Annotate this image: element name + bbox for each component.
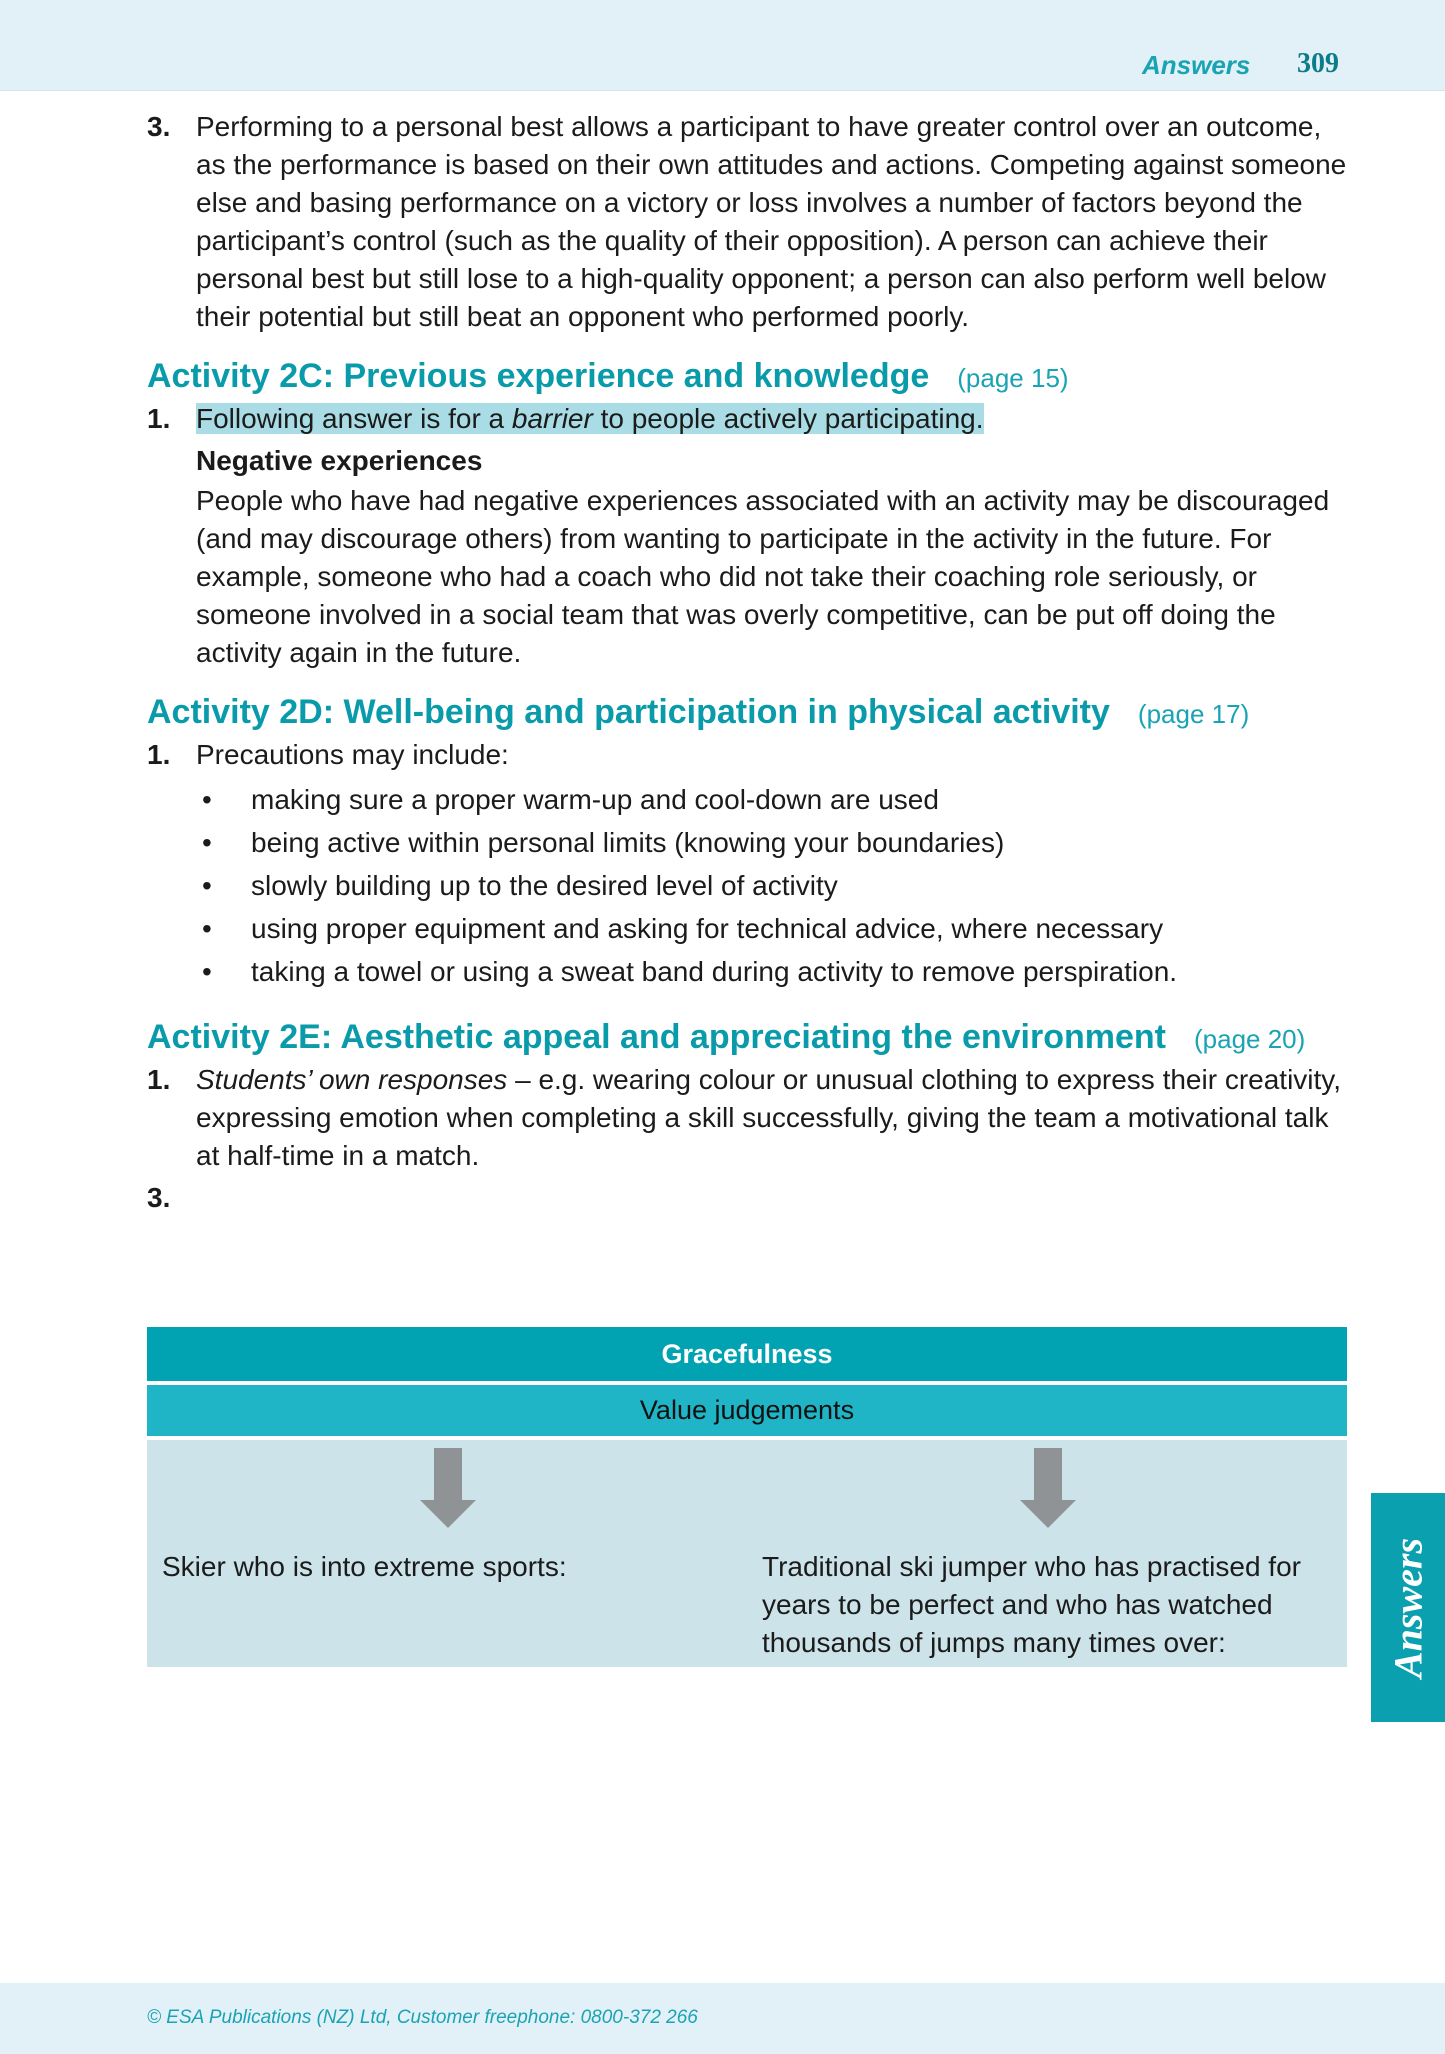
bullet-icon: • [202,784,212,815]
emphasis: barrier [511,403,593,434]
item-text: – e.g. wearing colour or unusual clothing to express their creativity, expressing emotion when completing a skill successfully, giving the team a motivational talk at half-time in a match. [196,1064,1341,1171]
page-ref: (page 17) [1137,699,1250,729]
item-text: People who have had negative experiences associated with an activity may be discouraged (and may discourage others) from wanting to participate in the activity in the future. For example, someone who had a coach who did not take their coaching role seriously, or someone involved in a social team that was overly competitive, can be put off doing the activity again in the future. [196,485,1330,668]
answer-item [147,1061,1347,1175]
item-number: 1. [147,739,171,770]
list-item [196,778,1347,821]
left-column-text: Skier who is into extreme sports: [162,1551,567,1582]
page-content [147,108,1347,1217]
answer-item [147,1179,1347,1217]
page-header [0,0,1445,91]
bullet-text: slowly building up to the desired level of activity [251,870,838,901]
section-heading-2d [147,690,1347,736]
diagram-panel [147,1440,1347,1667]
down-arrow-icon [1020,1448,1076,1528]
answer-item [147,400,1347,672]
list-item [196,907,1347,950]
highlighted-text [196,403,984,434]
page-ref: (page 20) [1194,1024,1306,1054]
item-number: 1. [147,1064,171,1095]
bullet-icon: • [202,956,212,987]
diagram-title: Gracefulness [147,1327,1347,1381]
section-heading-2e [147,1015,1347,1061]
bullet-text: using proper equipment and asking for technical advice, where necessary [251,913,1164,944]
list-item [196,950,1347,993]
side-tab-label: Answers [1385,1537,1431,1678]
answer-item [147,108,1347,336]
text: Following answer is for a [196,403,512,434]
bullet-icon: • [202,913,212,944]
bullet-text: making sure a proper warm-up and cool-down are used [251,784,939,815]
bullet-icon: • [202,827,212,858]
gracefulness-diagram [147,1327,1347,1667]
page-ref: (page 15) [957,363,1069,393]
item-number: 3. [147,1182,171,1213]
emphasis: Students’ own responses [196,1064,508,1095]
page-number: 309 [1297,48,1339,79]
subheading: Negative experiences [196,445,483,476]
heading-text: Activity 2E: Aesthetic appeal and appreciating the environment [147,1018,1166,1056]
item-number: 1. [147,403,171,434]
text: to people actively participating. [592,403,984,434]
heading-text: Activity 2C: Previous experience and knowledge [147,357,930,395]
section-heading-2c [147,354,1347,400]
list-item [196,821,1347,864]
item-number: 3. [147,111,171,142]
answer-item [147,736,1347,993]
list-item [196,864,1347,907]
heading-text: Activity 2D: Well-being and participation in physical activity [147,693,1110,731]
bullet-icon: • [202,870,212,901]
running-head: Answers [1142,50,1251,80]
bullet-text: being active within personal limits (knowing your boundaries) [251,827,1005,858]
diagram-subtitle: Value judgements [147,1385,1347,1436]
bullet-list [196,778,1347,993]
copyright-text: © ESA Publications (NZ) Ltd, Customer freephone: 0800-372 266 [147,2007,698,2028]
right-column-text: Traditional ski jumper who has practised for years to be perfect and who has watched thousands of jumps many times over: [762,1551,1301,1658]
bullet-text: taking a towel or using a sweat band during activity to remove perspiration. [251,956,1178,987]
item-intro: Precautions may include: [196,739,509,770]
page-footer [0,1983,1445,2054]
item-text: Performing to a personal best allows a participant to have greater control over an outcome, as the performance is based on their own attitudes and actions. Competing against someone else and basing performance on a victory or loss involves a number of factors beyond the participant’s control (such as the quality of their opposition). A person can achieve their personal best but still lose to a high-quality opponent; a person can also perform well below their potential but still beat an opponent who performed poorly. [196,111,1347,332]
answers-side-tab [1371,1493,1445,1722]
down-arrow-icon [420,1448,476,1528]
